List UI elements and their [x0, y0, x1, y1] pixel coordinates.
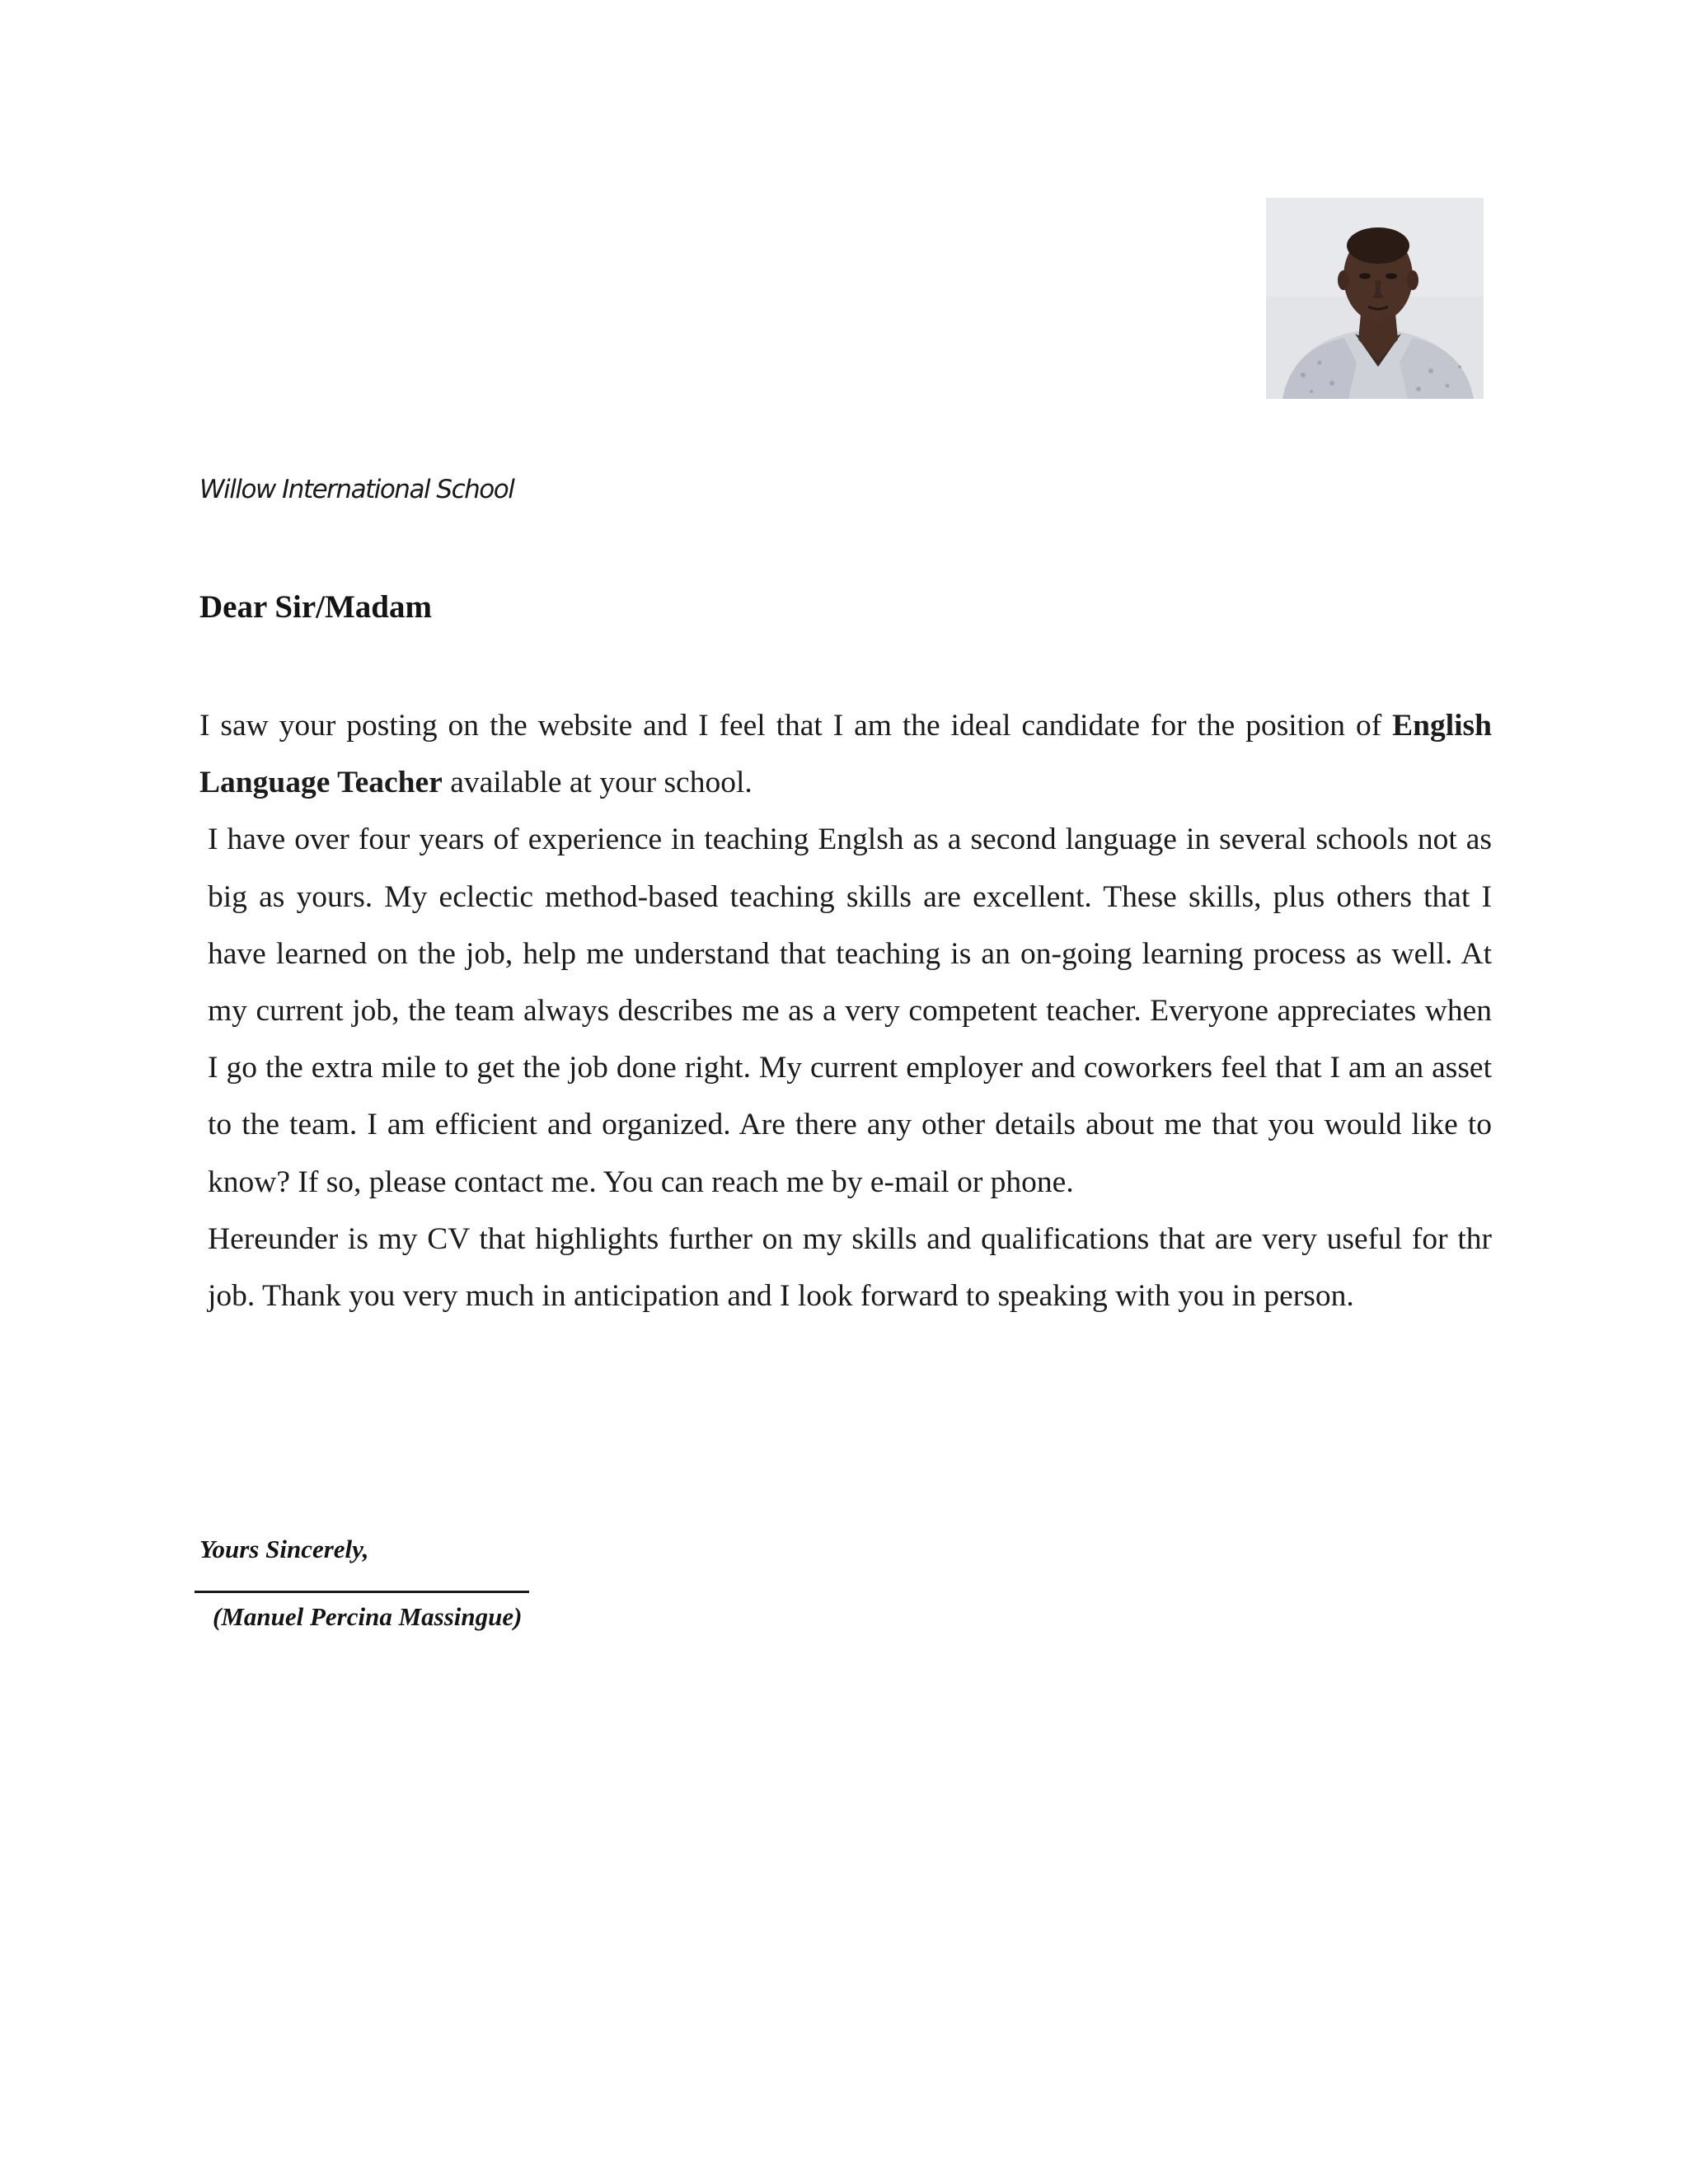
paragraph-closing: Hereunder is my CV that highlights further on my skills and qualifications that are very useful for thr job. Thank you very much in anticipation and I look forward to speaking with you in person. — [208, 1221, 1492, 1314]
paragraph-intro — [199, 697, 1492, 811]
portrait-image — [1266, 198, 1484, 399]
paragraph-experience: I have over four years of experience in teaching Englsh as a second language in several schools not as big as yours. My eclectic method-based teaching skills are excellent. These skills, plus others that I have learned on the job, help me understand that teaching is an on-going learning process as well. At my current job, the team always describes me as a very competent teacher. Everyone appreciates when I go the extra mile to get the job done right. My current employer and coworkers feel that I am an asset to the team. I am efficient and organized. Are there any other details about me that you would like to know? If so, please contact me. You can reach me by e-mail or phone. — [208, 823, 1492, 1199]
signature-name: (Manuel Percina Massingue) — [213, 1602, 523, 1631]
applicant-photo — [1266, 198, 1484, 399]
recipient-school: Willow International School — [199, 475, 514, 504]
paragraph-intro-text: I saw your posting on the website and I feel that I am the ideal candidate for the position of — [199, 709, 1393, 743]
salutation: Dear Sir/Madam — [199, 589, 432, 625]
valediction: Yours Sincerely, — [199, 1535, 369, 1563]
position-title: English Language Teacher — [199, 709, 1492, 800]
letter-body — [199, 697, 1492, 1324]
paragraph-intro-tail: available at your school. — [442, 766, 753, 800]
signature-line — [195, 1591, 529, 1593]
